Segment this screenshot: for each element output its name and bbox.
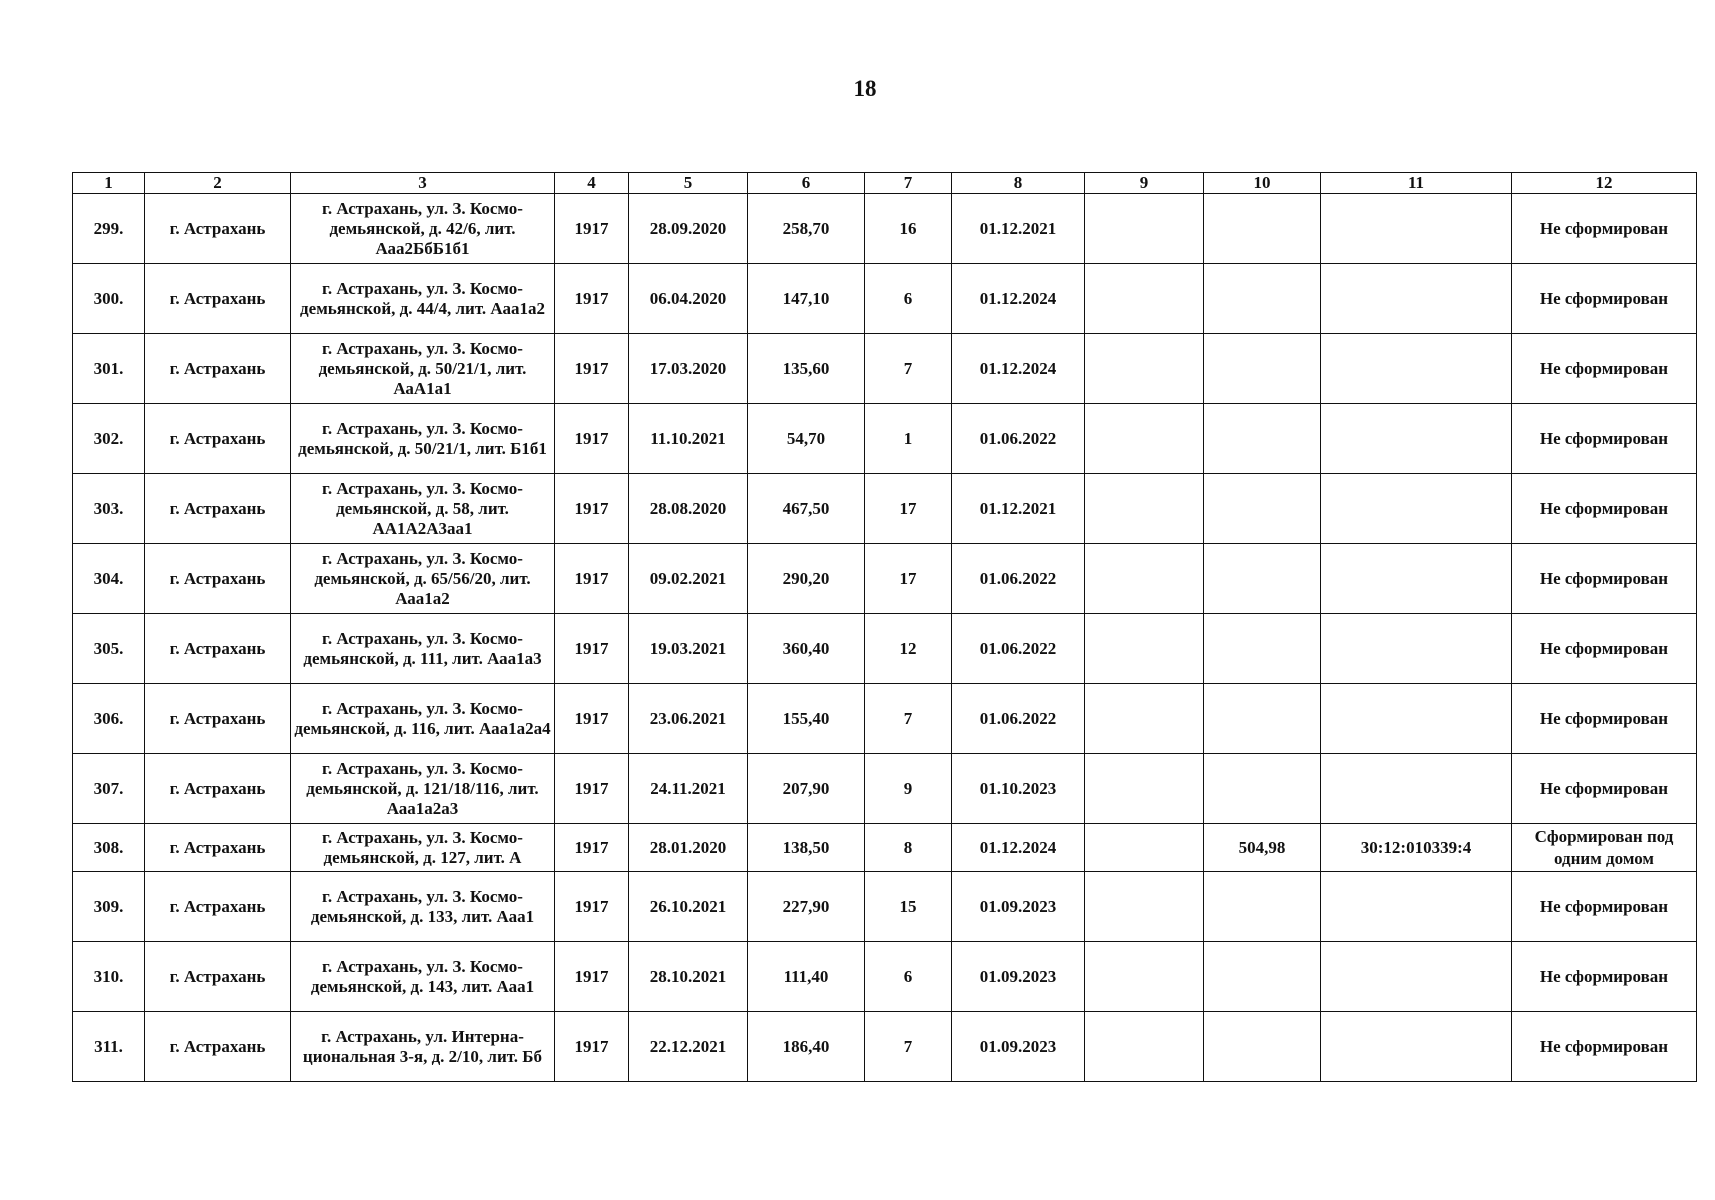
- table-row: [73, 942, 1697, 1012]
- table-row: [73, 872, 1697, 942]
- table-row: [73, 824, 1697, 872]
- status-cell: Не сформирован: [1512, 614, 1697, 684]
- city-cell: г. Астрахань: [145, 614, 291, 684]
- area-cell: 207,90: [748, 754, 865, 824]
- date-cell: 17.03.2020: [629, 334, 748, 404]
- table-row: [73, 264, 1697, 334]
- count-cell: 9: [865, 754, 952, 824]
- column-header: 8: [952, 173, 1085, 194]
- land-area-cell: [1204, 614, 1321, 684]
- status-cell: Не сформирован: [1512, 264, 1697, 334]
- city-cell: г. Астрахань: [145, 872, 291, 942]
- row-number: 308.: [73, 824, 145, 872]
- cadastral-cell: 30:12:010339:4: [1321, 824, 1512, 872]
- date-cell: 28.08.2020: [629, 474, 748, 544]
- status-cell: Не сформирован: [1512, 194, 1697, 264]
- column-header: 4: [555, 173, 629, 194]
- col9-cell: [1085, 194, 1204, 264]
- row-number: 306.: [73, 684, 145, 754]
- row-number: 303.: [73, 474, 145, 544]
- row-number: 304.: [73, 544, 145, 614]
- year-cell: 1917: [555, 404, 629, 474]
- land-area-cell: [1204, 872, 1321, 942]
- address-cell: г. Астрахань, ул. З. Космо-демьянской, д. 121/18/116, лит. Ааа1а2а3: [291, 754, 555, 824]
- city-cell: г. Астрахань: [145, 334, 291, 404]
- row-number: 300.: [73, 264, 145, 334]
- deadline-cell: 01.12.2021: [952, 474, 1085, 544]
- year-cell: 1917: [555, 544, 629, 614]
- city-cell: г. Астрахань: [145, 544, 291, 614]
- col9-cell: [1085, 754, 1204, 824]
- row-number: 301.: [73, 334, 145, 404]
- column-header: 5: [629, 173, 748, 194]
- year-cell: 1917: [555, 824, 629, 872]
- cadastral-cell: [1321, 474, 1512, 544]
- deadline-cell: 01.06.2022: [952, 544, 1085, 614]
- deadline-cell: 01.06.2022: [952, 404, 1085, 474]
- row-number: 302.: [73, 404, 145, 474]
- col9-cell: [1085, 684, 1204, 754]
- address-cell: г. Астрахань, ул. З. Космо-демьянской, д. 44/4, лит. Ааа1а2: [291, 264, 555, 334]
- area-cell: 147,10: [748, 264, 865, 334]
- status-cell: Не сформирован: [1512, 474, 1697, 544]
- land-area-cell: 504,98: [1204, 824, 1321, 872]
- column-header: 2: [145, 173, 291, 194]
- city-cell: г. Астрахань: [145, 264, 291, 334]
- land-area-cell: [1204, 544, 1321, 614]
- row-number: 305.: [73, 614, 145, 684]
- area-cell: 111,40: [748, 942, 865, 1012]
- row-number: 310.: [73, 942, 145, 1012]
- row-number: 311.: [73, 1012, 145, 1082]
- col9-cell: [1085, 942, 1204, 1012]
- year-cell: 1917: [555, 264, 629, 334]
- address-cell: г. Астрахань, ул. З. Космо-демьянской, д. 127, лит. А: [291, 824, 555, 872]
- cadastral-cell: [1321, 404, 1512, 474]
- date-cell: 22.12.2021: [629, 1012, 748, 1082]
- status-cell: Не сформирован: [1512, 942, 1697, 1012]
- address-cell: г. Астрахань, ул. З. Космо-демьянской, д. 116, лит. Ааа1а2а4: [291, 684, 555, 754]
- deadline-cell: 01.09.2023: [952, 942, 1085, 1012]
- count-cell: 6: [865, 264, 952, 334]
- date-cell: 19.03.2021: [629, 614, 748, 684]
- address-cell: г. Астрахань, ул. З. Космо-демьянской, д. 42/6, лит. Ааа2БбБ1б1: [291, 194, 555, 264]
- table-row: [73, 1012, 1697, 1082]
- address-cell: г. Астрахань, ул. З. Космо-демьянской, д. 111, лит. Ааа1а3: [291, 614, 555, 684]
- land-area-cell: [1204, 194, 1321, 264]
- column-header: 6: [748, 173, 865, 194]
- column-header: 1: [73, 173, 145, 194]
- address-cell: г. Астрахань, ул. З. Космо-демьянской, д. 133, лит. Ааа1: [291, 872, 555, 942]
- column-header: 9: [1085, 173, 1204, 194]
- row-number: 299.: [73, 194, 145, 264]
- date-cell: 06.04.2020: [629, 264, 748, 334]
- land-area-cell: [1204, 1012, 1321, 1082]
- land-area-cell: [1204, 942, 1321, 1012]
- status-cell: Не сформирован: [1512, 404, 1697, 474]
- col9-cell: [1085, 474, 1204, 544]
- city-cell: г. Астрахань: [145, 404, 291, 474]
- col9-cell: [1085, 334, 1204, 404]
- land-area-cell: [1204, 264, 1321, 334]
- status-cell: Не сформирован: [1512, 334, 1697, 404]
- address-cell: г. Астрахань, ул. Интерна-циональная 3-я, д. 2/10, лит. Бб: [291, 1012, 555, 1082]
- cadastral-cell: [1321, 1012, 1512, 1082]
- date-cell: 26.10.2021: [629, 872, 748, 942]
- address-cell: г. Астрахань, ул. З. Космо-демьянской, д. 65/56/20, лит. Ааа1а2: [291, 544, 555, 614]
- date-cell: 09.02.2021: [629, 544, 748, 614]
- city-cell: г. Астрахань: [145, 194, 291, 264]
- count-cell: 8: [865, 824, 952, 872]
- status-cell: Не сформирован: [1512, 684, 1697, 754]
- count-cell: 7: [865, 684, 952, 754]
- table-row: [73, 474, 1697, 544]
- status-cell: Сформирован под одним домом: [1512, 824, 1697, 872]
- area-cell: 186,40: [748, 1012, 865, 1082]
- count-cell: 16: [865, 194, 952, 264]
- address-cell: г. Астрахань, ул. З. Космо-демьянской, д. 143, лит. Ааа1: [291, 942, 555, 1012]
- deadline-cell: 01.10.2023: [952, 754, 1085, 824]
- cadastral-cell: [1321, 754, 1512, 824]
- city-cell: г. Астрахань: [145, 754, 291, 824]
- area-cell: 290,20: [748, 544, 865, 614]
- year-cell: 1917: [555, 1012, 629, 1082]
- date-cell: 23.06.2021: [629, 684, 748, 754]
- cadastral-cell: [1321, 194, 1512, 264]
- city-cell: г. Астрахань: [145, 684, 291, 754]
- status-cell: Не сформирован: [1512, 544, 1697, 614]
- cadastral-cell: [1321, 334, 1512, 404]
- count-cell: 7: [865, 334, 952, 404]
- date-cell: 24.11.2021: [629, 754, 748, 824]
- deadline-cell: 01.06.2022: [952, 684, 1085, 754]
- count-cell: 12: [865, 614, 952, 684]
- area-cell: 258,70: [748, 194, 865, 264]
- year-cell: 1917: [555, 754, 629, 824]
- cadastral-cell: [1321, 544, 1512, 614]
- area-cell: 135,60: [748, 334, 865, 404]
- city-cell: г. Астрахань: [145, 942, 291, 1012]
- deadline-cell: 01.12.2021: [952, 194, 1085, 264]
- table-row: [73, 334, 1697, 404]
- status-cell: Не сформирован: [1512, 1012, 1697, 1082]
- deadline-cell: 01.09.2023: [952, 872, 1085, 942]
- col9-cell: [1085, 614, 1204, 684]
- land-area-cell: [1204, 474, 1321, 544]
- count-cell: 15: [865, 872, 952, 942]
- cadastral-cell: [1321, 942, 1512, 1012]
- cadastral-cell: [1321, 264, 1512, 334]
- table-row: [73, 754, 1697, 824]
- col9-cell: [1085, 872, 1204, 942]
- column-header: 12: [1512, 173, 1697, 194]
- address-cell: г. Астрахань, ул. З. Космо-демьянской, д. 58, лит. АА1А2А3аа1: [291, 474, 555, 544]
- count-cell: 6: [865, 942, 952, 1012]
- row-number: 309.: [73, 872, 145, 942]
- table-row: [73, 544, 1697, 614]
- year-cell: 1917: [555, 872, 629, 942]
- land-area-cell: [1204, 754, 1321, 824]
- area-cell: 155,40: [748, 684, 865, 754]
- status-cell: Не сформирован: [1512, 872, 1697, 942]
- table-row: [73, 194, 1697, 264]
- table-row: [73, 404, 1697, 474]
- page-number: 18: [853, 76, 877, 101]
- table-row: [73, 684, 1697, 754]
- cadastral-cell: [1321, 684, 1512, 754]
- col9-cell: [1085, 264, 1204, 334]
- city-cell: г. Астрахань: [145, 1012, 291, 1082]
- cadastral-cell: [1321, 872, 1512, 942]
- city-cell: г. Астрахань: [145, 474, 291, 544]
- deadline-cell: 01.06.2022: [952, 614, 1085, 684]
- column-header: 11: [1321, 173, 1512, 194]
- year-cell: 1917: [555, 684, 629, 754]
- year-cell: 1917: [555, 474, 629, 544]
- deadline-cell: 01.09.2023: [952, 1012, 1085, 1082]
- deadline-cell: 01.12.2024: [952, 264, 1085, 334]
- land-area-cell: [1204, 334, 1321, 404]
- col9-cell: [1085, 824, 1204, 872]
- year-cell: 1917: [555, 194, 629, 264]
- cadastral-cell: [1321, 614, 1512, 684]
- count-cell: 7: [865, 1012, 952, 1082]
- deadline-cell: 01.12.2024: [952, 334, 1085, 404]
- year-cell: 1917: [555, 614, 629, 684]
- date-cell: 28.10.2021: [629, 942, 748, 1012]
- year-cell: 1917: [555, 334, 629, 404]
- address-cell: г. Астрахань, ул. З. Космо-демьянской, д. 50/21/1, лит. АаА1а1: [291, 334, 555, 404]
- date-cell: 28.01.2020: [629, 824, 748, 872]
- col9-cell: [1085, 404, 1204, 474]
- area-cell: 138,50: [748, 824, 865, 872]
- deadline-cell: 01.12.2024: [952, 824, 1085, 872]
- col9-cell: [1085, 544, 1204, 614]
- column-header: 3: [291, 173, 555, 194]
- date-cell: 11.10.2021: [629, 404, 748, 474]
- area-cell: 360,40: [748, 614, 865, 684]
- area-cell: 227,90: [748, 872, 865, 942]
- table-body: [73, 194, 1697, 1082]
- area-cell: 467,50: [748, 474, 865, 544]
- column-header: 7: [865, 173, 952, 194]
- col9-cell: [1085, 1012, 1204, 1082]
- year-cell: 1917: [555, 942, 629, 1012]
- city-cell: г. Астрахань: [145, 824, 291, 872]
- count-cell: 17: [865, 474, 952, 544]
- area-cell: 54,70: [748, 404, 865, 474]
- date-cell: 28.09.2020: [629, 194, 748, 264]
- count-cell: 1: [865, 404, 952, 474]
- count-cell: 17: [865, 544, 952, 614]
- row-number: 307.: [73, 754, 145, 824]
- land-area-cell: [1204, 684, 1321, 754]
- land-area-cell: [1204, 404, 1321, 474]
- table-row: [73, 614, 1697, 684]
- header-row: [73, 173, 1697, 194]
- registry-table: [72, 172, 1697, 1082]
- status-cell: Не сформирован: [1512, 754, 1697, 824]
- column-header: 10: [1204, 173, 1321, 194]
- address-cell: г. Астрахань, ул. З. Космо-демьянской, д. 50/21/1, лит. Б1б1: [291, 404, 555, 474]
